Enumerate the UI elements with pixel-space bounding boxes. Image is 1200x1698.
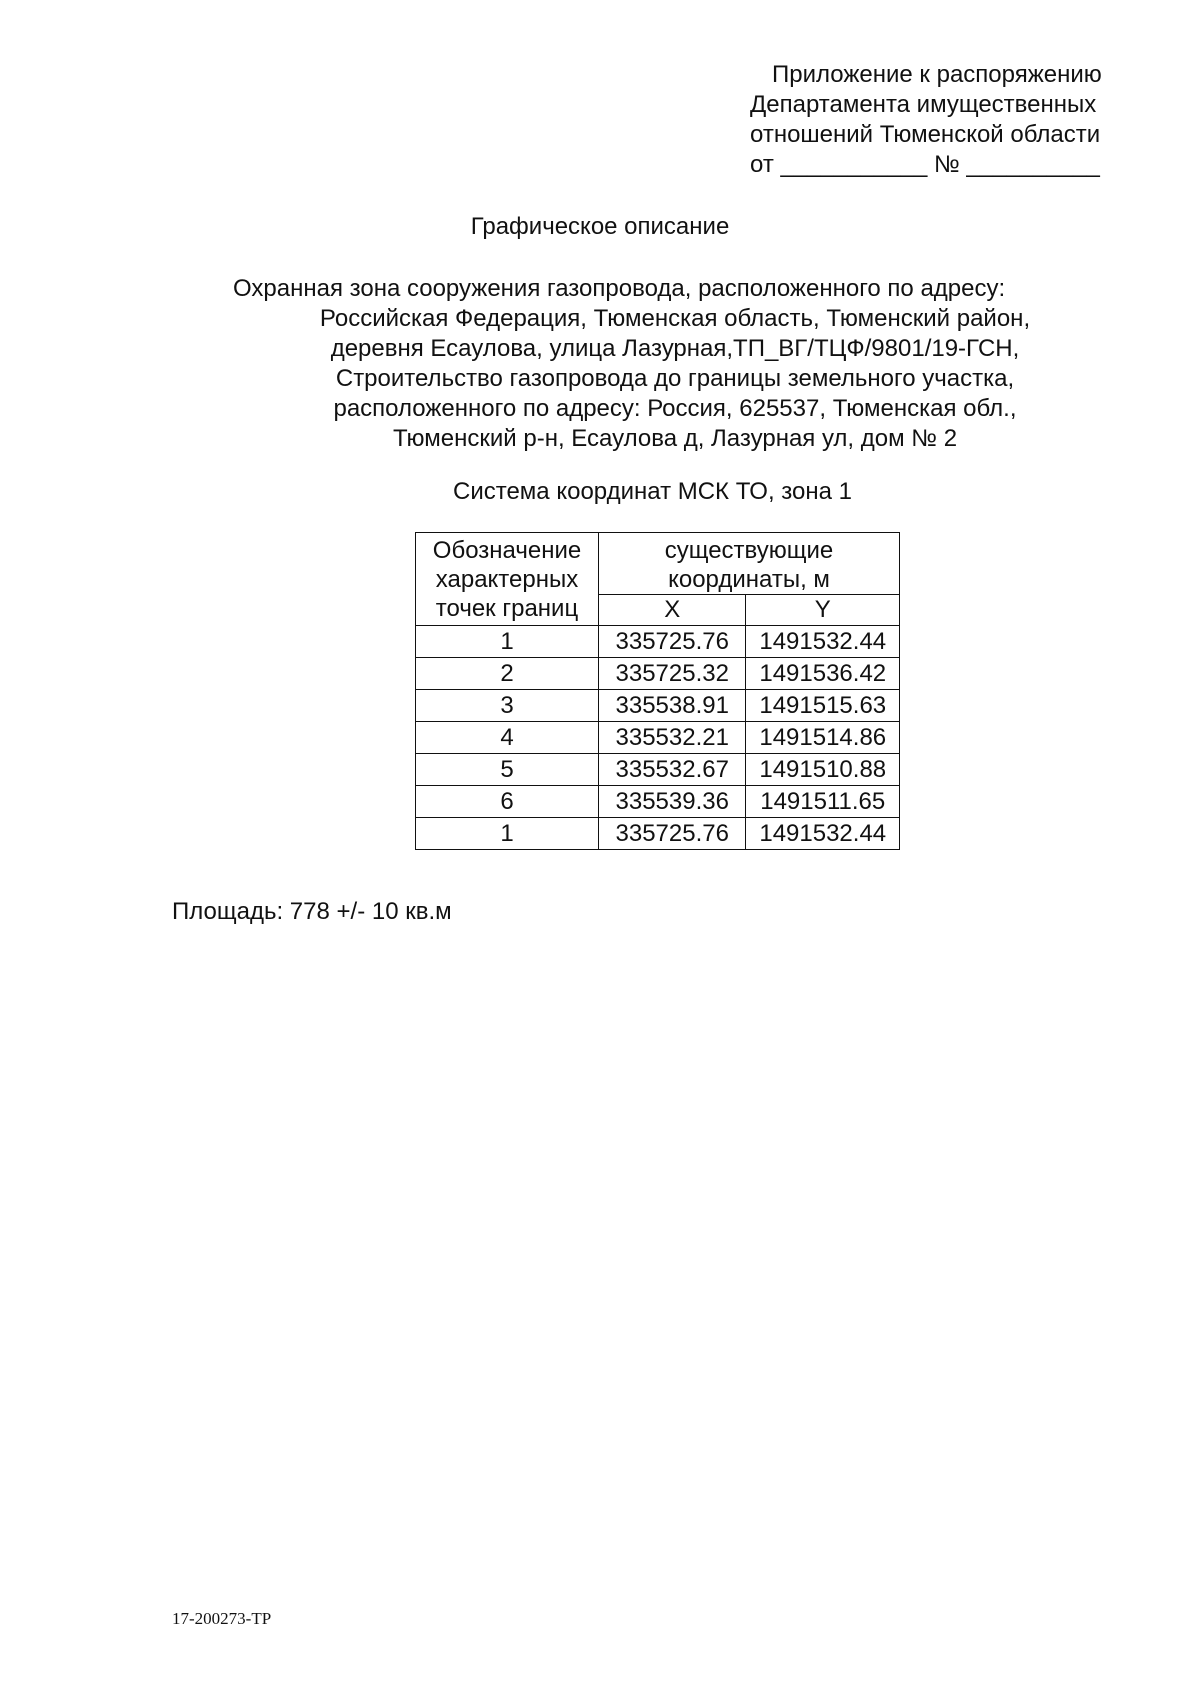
point-cell: 5 [416, 754, 599, 786]
y-cell: 1491536.42 [746, 658, 900, 690]
header-point-designation: Обозначение характерных точек границ [416, 533, 599, 626]
coordinates-table [415, 532, 900, 850]
point-cell: 1 [416, 626, 599, 658]
zone-description-line: Российская Федерация, Тюменская область, Тюменский район, [319, 305, 1031, 332]
x-cell: 335538.91 [599, 690, 746, 722]
zone-description [215, 274, 1135, 454]
x-cell: 335725.32 [599, 658, 746, 690]
y-cell: 1491514.86 [746, 722, 900, 754]
y-cell: 1491511.65 [746, 786, 900, 818]
zone-description-line: Охранная зона сооружения газопровода, расположенного по адресу: [233, 275, 1006, 302]
x-cell: 335725.76 [599, 626, 746, 658]
point-cell: 2 [416, 658, 599, 690]
x-cell: 335539.36 [599, 786, 746, 818]
zone-description-line: Тюменский р-н, Есаулова д, Лазурная ул, дом № 2 [392, 425, 958, 452]
table-row [416, 722, 900, 754]
zone-description-line: Строительство газопровода до границы земельного участка, [335, 365, 1015, 392]
appendix-line: Департамента имущественных [750, 91, 1097, 118]
table-row [416, 690, 900, 722]
y-cell: 1491510.88 [746, 754, 900, 786]
zone-description-line: деревня Есаулова, улица Лазурная,ТП_ВГ/ТЦФ/9801/19-ГСН, [330, 335, 1020, 362]
x-cell: 335725.76 [599, 818, 746, 850]
appendix-line: отношений Тюменской области [750, 121, 1101, 148]
appendix-line: Приложение к распоряжению [772, 61, 1102, 88]
point-cell: 1 [416, 818, 599, 850]
table-row [416, 818, 900, 850]
x-cell: 335532.21 [599, 722, 746, 754]
table-row [416, 626, 900, 658]
point-cell: 6 [416, 786, 599, 818]
document-code: 17-200273-TP [172, 1609, 272, 1628]
point-cell: 4 [416, 722, 599, 754]
area-value: Площадь: 778 +/- 10 кв.м [172, 898, 452, 925]
appendix-line: от ___________ № __________ [750, 151, 1100, 178]
table-row [416, 658, 900, 690]
appendix-header [750, 60, 1150, 180]
y-cell: 1491515.63 [746, 690, 900, 722]
header-x: X [599, 595, 746, 626]
coordinate-system: Система координат МСК ТО, зона 1 [453, 478, 852, 505]
y-cell: 1491532.44 [746, 626, 900, 658]
header-y: Y [746, 595, 900, 626]
zone-description-line: расположенного по адресу: Россия, 625537, Тюменская обл., [333, 395, 1017, 422]
table-row [416, 786, 900, 818]
y-cell: 1491532.44 [746, 818, 900, 850]
header-existing-coordinates: существующие координаты, м [599, 533, 900, 595]
x-cell: 335532.67 [599, 754, 746, 786]
table-row [416, 754, 900, 786]
document-title: Графическое описание [470, 213, 730, 240]
point-cell: 3 [416, 690, 599, 722]
